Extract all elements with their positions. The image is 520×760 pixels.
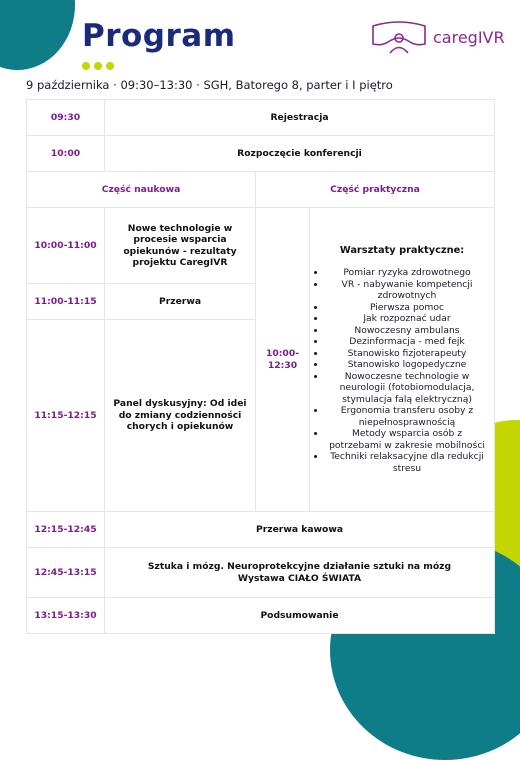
activity-cell: Rozpoczęcie konferencji (105, 136, 495, 172)
list-item: • Jak rozpoznać udar (326, 313, 488, 325)
activity-cell: Podsumowanie (105, 598, 495, 634)
program-table (26, 99, 495, 634)
list-item: • Pomiar ryzyka zdrowotnego (326, 267, 488, 279)
list-item: • Stanowisko fizjoterapeuty (326, 348, 488, 360)
time-cell: 10:00- 12:30 (256, 208, 310, 512)
list-item: • Stanowisko logopedyczne (326, 359, 488, 371)
logo-text: caregIVR (433, 27, 505, 47)
time-cell: 10:00-11:00 (27, 208, 105, 284)
activity-cell: Rejestracja (105, 100, 495, 136)
table-row (27, 208, 495, 284)
workshops-list (316, 267, 488, 474)
list-item: • Pierwsza pomoc (326, 302, 488, 314)
time-cell: 09:30 (27, 100, 105, 136)
activity-cell: Panel dyskusyjny: Od idei do zmiany codzienności chorych i opiekunów (105, 320, 256, 512)
caregivr-logo (370, 20, 505, 54)
dot (94, 62, 102, 70)
list-item: • Techniki relaksacyjne dla redukcji stresu (326, 451, 488, 474)
activity-cell: Przerwa kawowa (105, 512, 495, 548)
corner-decoration-top-left (0, 0, 75, 70)
title-dots (82, 62, 114, 70)
time-cell: 11:15-12:15 (27, 320, 105, 512)
logo-icon (370, 20, 428, 54)
dot (82, 62, 90, 70)
activity-cell: Przerwa (105, 284, 256, 320)
time-cell: 12:15-12:45 (27, 512, 105, 548)
list-item: • Dezinformacja - med fejk (326, 336, 488, 348)
list-item: • VR - nabywanie kompetencji zdrowotnych (326, 279, 488, 302)
event-details: 9 października · 09:30–13:30 · SGH, Batorego 8, parter i I piętro (26, 78, 393, 92)
section-header-practice: Część praktyczna (256, 172, 495, 208)
time-cell: 10:00 (27, 136, 105, 172)
table-row (27, 512, 495, 548)
list-item: • Nowoczesny ambulans (326, 325, 488, 337)
list-item: • Ergonomia transferu osoby z niepełnosprawnością (326, 405, 488, 428)
art-title: Sztuka i mózg. Neuroprotekcyjne działanie sztuki na mózg (147, 561, 452, 572)
table-row (27, 100, 495, 136)
workshops-cell (310, 208, 495, 512)
table-row (27, 598, 495, 634)
page-title: Program (82, 18, 236, 54)
time-cell: 11:00-11:15 (27, 284, 105, 320)
list-item: • Metody wsparcia osób z potrzebami w zakresie mobilności (326, 428, 488, 451)
activity-cell: Nowe technologie w procesie wsparcia opiekunów - rezultaty projektu CaregIVR (105, 208, 256, 284)
time-cell: 13:15-13:30 (27, 598, 105, 634)
list-item: • Nowoczesne technologie w neurologii (fotobiomodulacja, stymulacja falą elektryczną) (326, 371, 488, 406)
table-row (27, 172, 495, 208)
table-row (27, 136, 495, 172)
time-cell: 12:45-13:15 (27, 548, 105, 598)
activity-cell (105, 548, 495, 598)
workshops-title: Warsztaty praktyczne: (339, 244, 465, 256)
dot (106, 62, 114, 70)
section-header-science: Część naukowa (27, 172, 256, 208)
table-row (27, 548, 495, 598)
art-exhibition: Wystawa CIAŁO ŚWIATA (237, 572, 362, 584)
